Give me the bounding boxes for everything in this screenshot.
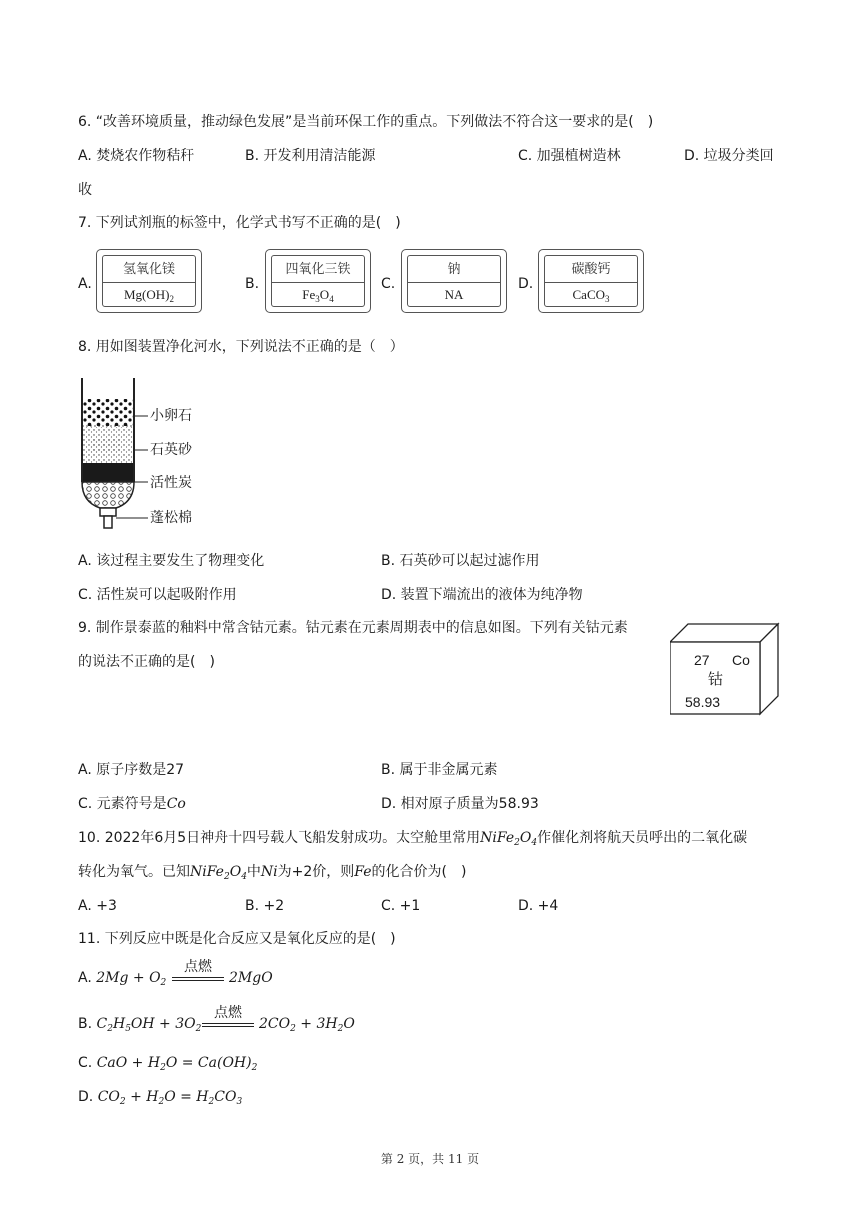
q10-option-d: D. +4 (518, 898, 559, 914)
q11-option-d: D. $CO_2 + H_2O = H_2CO_3$ (78, 1089, 243, 1107)
reaction-condition-a (172, 958, 224, 986)
eq-a-reactants: $2Mg + O_2$ (96, 970, 167, 988)
q8-option-d: D. 装置下端流出的液体为纯净物 (381, 587, 583, 603)
eq-b-reactants: $C_2H_5OH + 3O_2$ (96, 1016, 202, 1034)
label-d-name: 碳酸钙 (545, 257, 637, 283)
q7-label-d (538, 249, 644, 313)
periodic-element-cube (670, 620, 782, 720)
q8-stem: 8. 用如图装置净化河水，下列说法不正确的是（ ） (78, 339, 404, 355)
eq-b-products: $2CO_2 + 3H_2O$ (259, 1016, 355, 1034)
water-filter-diagram (78, 374, 218, 534)
element-symbol: Co (732, 652, 750, 668)
label-c-formula: NA (444, 287, 464, 302)
q6-stem: 6. “改善环境质量，推动绿色发展”是当前环保工作的重点。下列做法不符合这一要求的是( ) (78, 114, 654, 130)
layer-label-activated-carbon: 活性炭 (150, 475, 192, 491)
q7-option-a-letter: A. (78, 276, 92, 292)
q8-option-b: B. 石英砂可以起过滤作用 (381, 553, 540, 569)
label-a-name: 氢氧化镁 (103, 257, 195, 283)
condition-label-a: 点燃 (184, 959, 212, 975)
q6-option-d: D. 垃圾分类回 (684, 148, 774, 164)
q11-stem: 11. 下列反应中既是化合反应又是氧化反应的是( ) (78, 931, 396, 947)
q9-stem-line2: 的说法不正确的是( ) (78, 654, 215, 670)
q9-option-d: D. 相对原子质量为58.93 (381, 796, 539, 812)
eq-a-products: 2MgO (229, 970, 273, 986)
label-a-formula: $Mg(OH)_2$ (124, 287, 174, 304)
page-footer: 第 2 页，共 11 页 (380, 1152, 480, 1166)
q11-option-a: A. $2Mg + O_2$ (78, 970, 167, 988)
q8-option-a: A. 该过程主要发生了物理变化 (78, 553, 265, 569)
q6-option-b: B. 开发利用清洁能源 (245, 148, 376, 164)
reaction-condition-b (202, 1004, 254, 1032)
label-b-name: 四氧化三铁 (272, 257, 364, 283)
nife2o4-formula: $NiFe_2O_4$ (480, 830, 538, 848)
layer-label-cotton: 蓬松棉 (150, 510, 192, 526)
q6-option-a: A. 焚烧农作物秸秆 (78, 148, 195, 164)
q9-option-c: C. 元素符号是Co (78, 796, 186, 812)
q10-option-a: A. +3 (78, 898, 117, 914)
q7-option-b-letter: B. (245, 276, 260, 292)
q9-stem-line1: 9. 制作景泰蓝的釉料中常含钴元素。钴元素在元素周期表中的信息如图。下列有关钴元素 (78, 620, 628, 636)
eq-c: CaO + $H_2O = Ca(OH)_2$ (96, 1055, 258, 1073)
q7-option-d-letter: D. (518, 276, 534, 292)
q6-option-d-continued: 收 (78, 182, 92, 198)
q10-stem-line2: 转化为氧气。已知$NiFe_2O_4$中Ni为+2价，则Fe的化合价为( ) (78, 864, 467, 882)
q10-option-b: B. +2 (245, 898, 285, 914)
layer-label-quartz-sand: 石英砂 (150, 442, 192, 458)
label-b-formula: $Fe_3O_4$ (302, 287, 334, 304)
q8-option-c: C. 活性炭可以起吸附作用 (78, 587, 237, 603)
condition-label-b: 点燃 (214, 1005, 242, 1021)
q7-label-c (401, 249, 507, 313)
q11-option-c: C. CaO + $H_2O = Ca(OH)_2$ (78, 1055, 258, 1073)
label-c-name: 钠 (408, 257, 500, 283)
q7-option-c-letter: C. (381, 276, 396, 292)
element-atomic-mass: 58.93 (685, 694, 721, 710)
label-d-formula: CaCO$_3$ (572, 287, 610, 304)
element-name: 钴 (708, 670, 724, 688)
q6-option-c: C. 加强植树造林 (518, 148, 621, 164)
q11-option-b: B. $C_2H_5OH + 3O_2$ (78, 1016, 202, 1034)
q9-option-b: B. 属于非金属元素 (381, 762, 498, 778)
water-filter-svg (78, 374, 218, 534)
q10-option-c: C. +1 (381, 898, 421, 914)
nife2o4-formula-2: $NiFe_2O_4$ (190, 864, 247, 882)
q7-stem: 7. 下列试剂瓶的标签中，化学式书写不正确的是( ) (78, 215, 401, 231)
element-atomic-number: 27 (694, 652, 710, 668)
eq-d: $CO_2 + H_2O = H_2CO_3$ (97, 1089, 243, 1107)
q7-label-b (265, 249, 371, 313)
layer-label-pebbles: 小卵石 (150, 408, 192, 424)
q9-option-a: A. 原子序数是27 (78, 762, 185, 778)
q7-label-a (96, 249, 202, 313)
q10-stem-line1: 10. 2022年6月5日神舟十四号载人飞船发射成功。太空舱里常用$NiFe_2O_4$作催化剂将航天员呼出的二氧化碳 (78, 830, 748, 848)
